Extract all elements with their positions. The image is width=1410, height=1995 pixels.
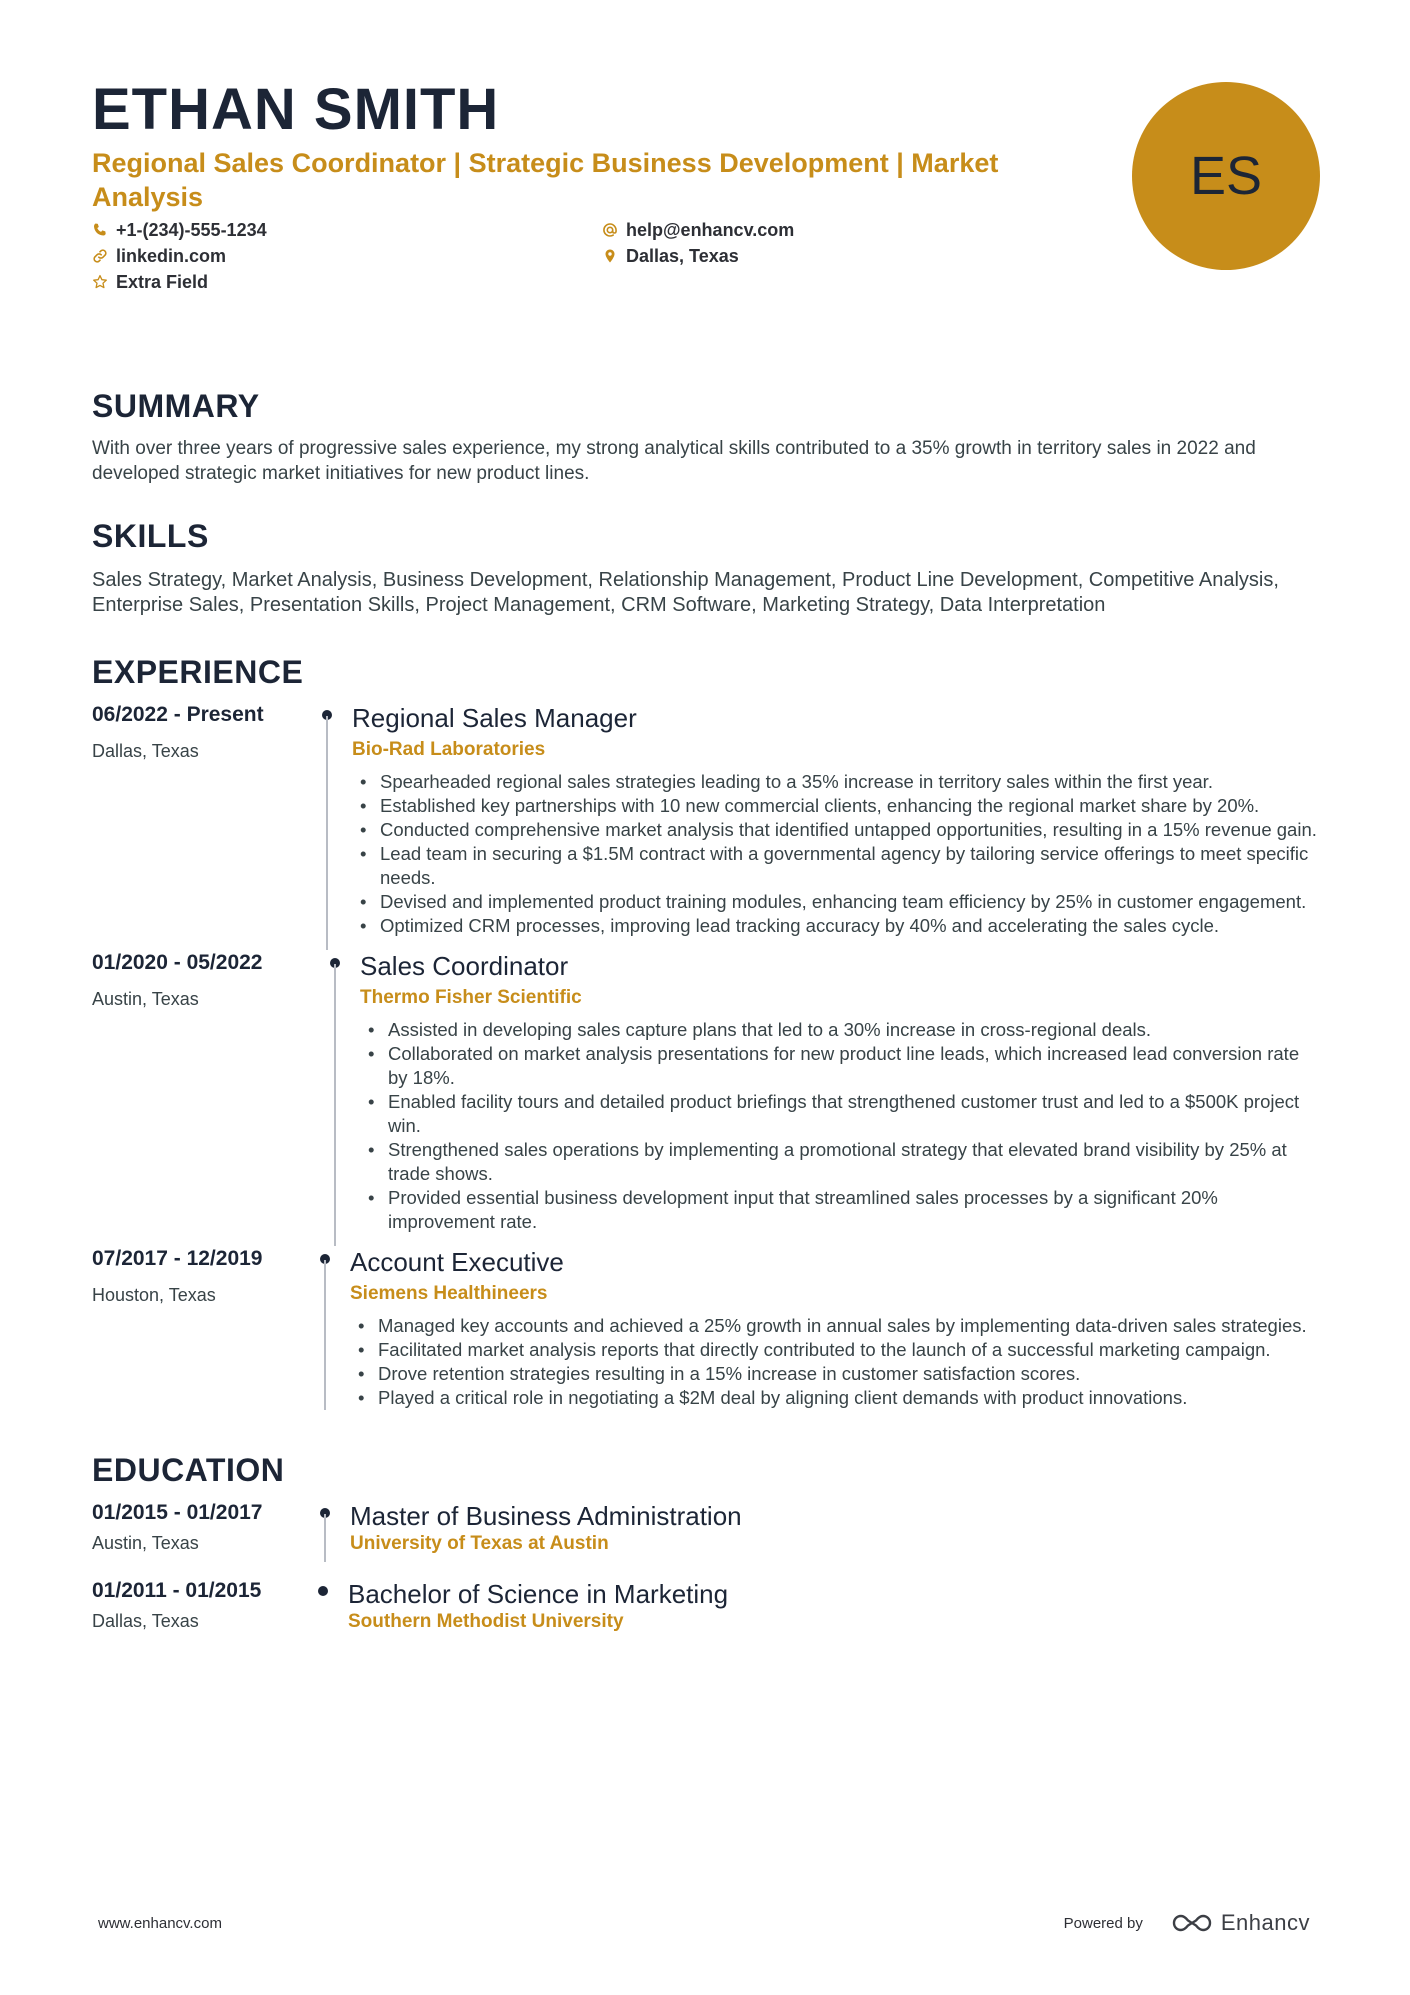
brand-name: Enhancv [1220,1910,1310,1935]
linkedin-text: linkedin.com [116,246,227,266]
experience-entry [92,1246,1320,1422]
list-item: • Drove retention strategies resulting in a 15% increase in customer satisfaction scores. [350,1362,1320,1386]
list-item: • Managed key accounts and achieved a 25% growth in annual sales by implementing data-driven sales strategies. [350,1314,1320,1338]
job-title: Sales Coordinator [360,951,569,981]
phone-text: +1-(234)-555-1234 [116,220,267,240]
entry-dates: 01/2015 - 01/2017 [92,1501,263,1524]
experience-section [92,654,1320,1422]
powered-by [1064,1910,1310,1936]
job-title: Regional Sales Manager [352,703,637,733]
experience-entry [92,950,1320,1246]
timeline-rail [312,702,352,950]
list-item: • Played a critical role in negotiating a $2M deal by aligning client demands with product innovations. [350,1386,1320,1410]
skills-section [92,518,1320,618]
list-item: • Collaborated on market analysis presentations for new product line leads, which increased lead conversion rate by 18%. [360,1042,1320,1090]
footer-website-link[interactable]: www.enhancv.com [98,1914,222,1932]
timeline-rail [312,1246,350,1422]
contact-linkedin[interactable] [92,246,602,266]
company-name: Siemens Healthineers [350,1283,548,1304]
contact-extra [92,272,602,292]
education-entry [92,1578,1320,1656]
page-footer [98,1910,1310,1936]
achievement-list [360,1018,1320,1246]
entry-location: Austin, Texas [92,989,199,1009]
timeline-dot [318,1586,328,1596]
list-item: • Lead team in securing a $1.5M contract with a governmental agency by tailoring service offerings to meet specific needs. [352,842,1320,890]
entry-location: Dallas, Texas [92,741,199,761]
entry-dates: 01/2011 - 01/2015 [92,1579,262,1602]
timeline-line [324,1260,326,1410]
list-item: • Facilitated market analysis reports that directly contributed to the launch of a successful marketing campaign. [350,1338,1320,1362]
entry-location: Dallas, Texas [92,1611,199,1631]
timeline-line [334,964,336,1246]
candidate-headline: Regional Sales Coordinator | Strategic Business Development | Market Analysis [92,148,999,212]
summary-section [92,388,1320,486]
list-item: • Optimized CRM processes, improving lead tracking accuracy by 40% and accelerating the sales cycle. [352,914,1320,938]
timeline-rail [312,1500,350,1578]
skills-heading: SKILLS [92,518,209,554]
email-text: help@enhancv.com [626,220,795,240]
experience-list [92,702,1320,1422]
school-name: Southern Methodist University [348,1611,624,1632]
list-item: • Enabled facility tours and detailed product briefings that strengthened customer trust and led to a $500K project win. [360,1090,1320,1138]
infinity-logo-icon [1169,1911,1215,1935]
star-icon [92,274,108,290]
link-icon [92,248,108,264]
timeline-rail [312,950,360,1246]
list-item: • Conducted comprehensive market analysis that identified untapped opportunities, resulting in a 15% revenue gain. [352,818,1320,842]
resume-header [92,78,1320,300]
at-sign-icon [602,222,618,238]
list-item: • Provided essential business development input that streamlined sales processes by a significant 20% improvement rate. [360,1186,1320,1234]
contact-location [602,246,1002,266]
entry-location: Austin, Texas [92,1533,199,1553]
phone-icon [92,222,108,238]
contact-list [92,220,1320,292]
contact-email[interactable] [602,220,1002,240]
company-name: Thermo Fisher Scientific [360,987,582,1008]
entry-dates: 06/2022 - Present [92,703,264,726]
school-name: University of Texas at Austin [350,1533,609,1554]
degree-title: Bachelor of Science in Marketing [348,1579,729,1609]
timeline-line [326,716,328,950]
education-list [92,1500,1320,1656]
education-section [92,1452,1320,1656]
job-title: Account Executive [350,1247,564,1277]
degree-title: Master of Business Administration [350,1501,742,1531]
timeline-rail [312,1578,348,1656]
summary-heading: SUMMARY [92,388,260,424]
achievement-list [352,770,1320,950]
powered-by-label: Powered by [1063,1914,1143,1932]
list-item: • Strengthened sales operations by implementing a promotional strategy that elevated brand visibility by 25% at trade shows. [360,1138,1320,1186]
education-heading: EDUCATION [92,1452,285,1488]
brand-logo[interactable] [1169,1910,1310,1936]
entry-dates: 01/2020 - 05/2022 [92,951,263,974]
skills-text: Sales Strategy, Market Analysis, Business Development, Relationship Management, Product Line Development, Competitive Analysis, Enterprise Sales, Presentation Skills, Project Management, CRM Software, Marketing Strategy, Data Interpretation [92,569,1279,616]
location-text: Dallas, Texas [626,246,739,266]
list-item: • Devised and implemented product training modules, enhancing team efficiency by 25% in customer engagement. [352,890,1320,914]
experience-entry [92,702,1320,950]
list-item: • Spearheaded regional sales strategies leading to a 35% increase in territory sales within the first year. [352,770,1320,794]
company-name: Bio-Rad Laboratories [352,739,546,760]
experience-heading: EXPERIENCE [92,654,304,690]
entry-dates: 07/2017 - 12/2019 [92,1247,263,1270]
achievement-list [350,1314,1320,1422]
contact-phone [92,220,602,240]
entry-location: Houston, Texas [92,1285,216,1305]
summary-text: With over three years of progressive sales experience, my strong analytical skills contributed to a 35% growth in territory sales in 2022 and developed strategic market initiatives for new product lines. [92,438,1256,484]
extra-field-text: Extra Field [116,272,209,292]
list-item: • Assisted in developing sales capture plans that led to a 30% increase in cross-regional deals. [360,1018,1320,1042]
map-pin-icon [602,248,618,264]
education-entry [92,1500,1320,1578]
list-item: • Established key partnerships with 10 new commercial clients, enhancing the regional market share by 20%. [352,794,1320,818]
avatar: ES [1132,82,1320,270]
timeline-line [324,1514,326,1562]
candidate-name: ETHAN SMITH [92,77,500,142]
